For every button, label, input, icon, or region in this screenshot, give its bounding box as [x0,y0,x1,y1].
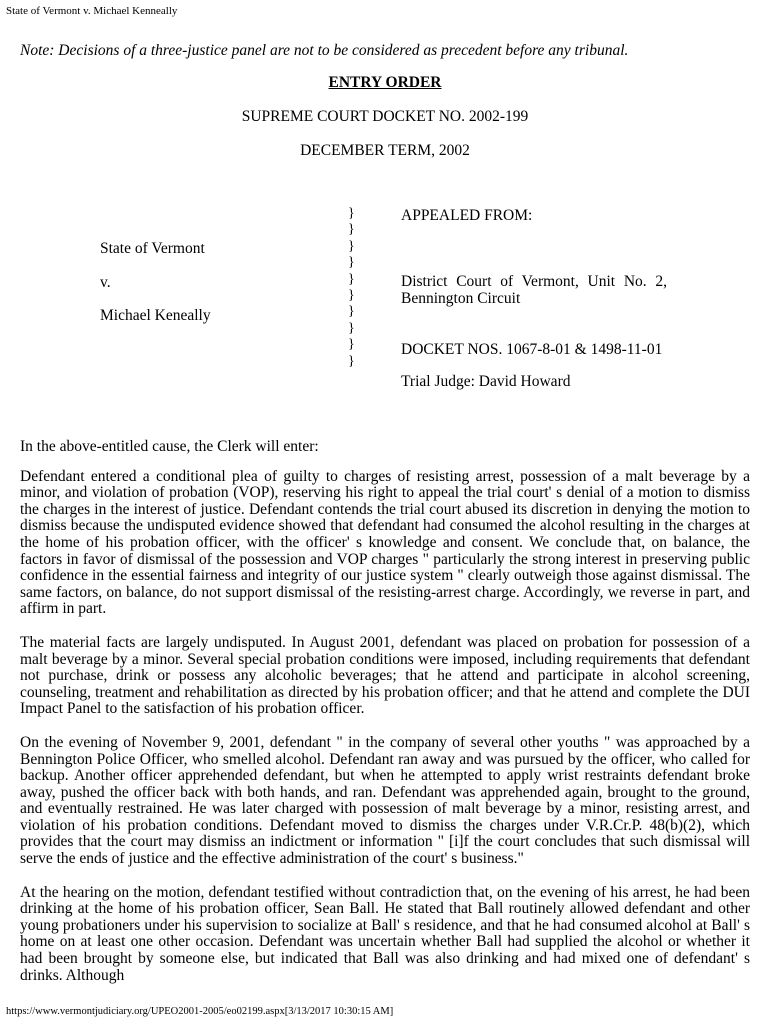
caption-brace: } [348,238,355,254]
caption-brace: } [348,255,355,271]
caption-brace: } [348,337,355,353]
caption-brace: } [348,206,355,221]
term-heading: DECEMBER TERM, 2002 [300,142,470,159]
caption-brace: } [348,271,355,287]
running-header: State of Vermont v. Michael Kenneally [6,5,178,17]
opinion-body [20,439,750,1001]
body-paragraph: On the evening of November 9, 2001, defendant " in the company of several other youths " was approached by a Bennington Police Officer, who smelled alcohol. Defendant ran away and was pursued by the officer, who called for backup. Another officer apprehended defendant, but when he attempted to apply wrist restraints defendant broke away, pushed the officer back with both hands, and ran. Defendant was apprehended again, brought to the ground, and eventually restrained. He was later charged with possession of malt beverage by a minor, resisting arrest, and violation of his probation conditions. Defendant moved to dismiss the charges under V.R.Cr.P. 48(b)(2), which provides that the court may dismiss an indictment or information " [i]f the court concludes that such dismissal will serve the ends of justice and the effective administration of the court' s business." [20,733,750,868]
entry-order-heading: ENTRY ORDER [328,74,442,91]
precedent-note: Note: Decisions of a three-justice panel are not to be considered as precedent before any tribunal. [20,42,629,59]
body-paragraph: Defendant entered a conditional plea of guilty to charges of resisting arrest, possession of a malt beverage by a minor, and violation of probation (VOP), reserving his right to appeal the trial court' s denial of a motion to dismiss the charges in the interest of justice. Defendant contends the trial court abused its discretion in denying the motion to dismiss because the undisputed evidence showed that defendant had consumed the alcohol resulting in the charges at the home of his probation officer, with the officer' s knowledge and consent. We conclude that, on balance, the factors in favor of dismissal of the possession and VOP charges " particularly the strong interest in preserving public confidence in the essential fairness and integrity of our justice system " clearly outweigh those against dismissal. The same factors, on balance, do not support dismissal of the resisting-arrest charge. Accordingly, we reverse in part, and affirm in part. [20,467,750,618]
plaintiff-name: State of Vermont [100,240,205,257]
caption-brace: } [348,287,355,303]
caption-brace: } [348,320,355,336]
caption-brace: } [348,304,355,320]
docket-numbers: DOCKET NOS. 1067-8-01 & 1498-11-01 [401,341,663,358]
caption-brace-column [348,206,362,370]
trial-judge: Trial Judge: David Howard [401,373,571,390]
intro-line: In the above-entitled cause, the Clerk will enter: [20,438,319,455]
court-name: District Court of Vermont, Unit No. 2, [401,273,667,290]
defendant-name: Michael Keneally [100,307,211,324]
body-paragraph: At the hearing on the motion, defendant testified without contradiction that, on the evening of his arrest, he had been drinking at the home of his probation officer, Sean Ball. He stated that Ball routinely allowed defendant and other young probationers under his supervision to socialize at Ball' s residence, and that he had consumed alcohol at Ball' s home on at least one other occasion. Defendant was uncertain whether Ball had supplied the alcohol or whether it had been brought by someone else, but indicated that Ball was also drinking and had mixed one of defendant' s drinks. Although [20,883,750,984]
circuit-name: Bennington Circuit [401,290,521,307]
docket-number-heading: SUPREME COURT DOCKET NO. 2002-199 [241,108,529,125]
footer-url: https://www.vermontjudiciary.org/UPEO2001-2005/eo02199.aspx[3/13/2017 10:30:15 AM] [6,1006,394,1017]
body-paragraph: The material facts are largely undisputed. In August 2001, defendant was placed on probation for possession of a malt beverage by a minor. Several special probation conditions were imposed, including requirements that defendant not purchase, drink or possess any alcoholic beverages; that he attend and participate in alcohol screening, counseling, treatment and rehabilitation as directed by his probation officer; and that he attend and complete the DUI Impact Panel to the satisfaction of his probation officer. [20,633,750,718]
versus-label: v. [100,274,111,291]
caption-brace: } [348,353,355,369]
appealed-from-label: APPEALED FROM: [401,207,533,224]
caption-brace: } [348,222,355,238]
